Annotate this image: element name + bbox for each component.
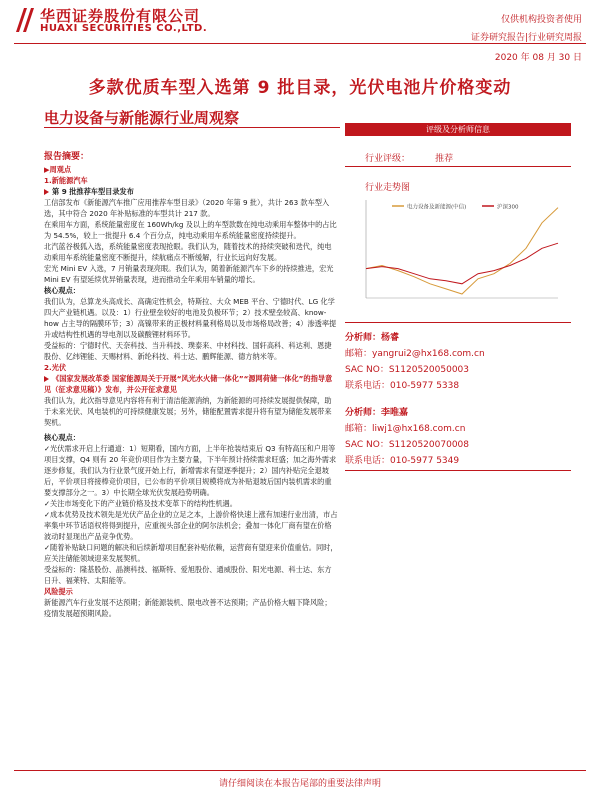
chart-series <box>366 208 558 294</box>
paragraph: 在乘用车方面，系统能量密度在 160Wh/kg 及以上的车型款数在纯电动乘用车整体中的占比为 54.5%，较上一批提升 6.4 个百分点，纯电动乘用车系统能量密度持续提升。 <box>44 220 337 240</box>
report-type: 证券研究报告|行业研究周报 <box>470 33 582 43</box>
analyst-block-1 <box>345 330 571 394</box>
report-date: 2020 年 08 月 30 日 <box>494 53 582 63</box>
rating-label: 行业评级： <box>365 154 411 164</box>
summary-title: 报告摘要： <box>44 152 90 162</box>
bullet-icon <box>44 376 49 382</box>
paragraph: 受益标的：宁德时代、天奈科技、当升科技、璞泰来、中材科技、国轩高科、科达利、恩捷股份、亿纬锂能、天赐材料、新纶科技、科士达、鹏辉能源、德方纳米等。 <box>44 341 332 361</box>
audience-note: 仅供机构投资者使用 <box>500 15 582 25</box>
report-title: 多款优质车型入选第 9 批目录，光伏电池片价格变动 <box>88 78 512 98</box>
company-name-cn: 华西证券股份有限公司 <box>40 7 201 25</box>
paragraph: ✓成本优势及技术领先是光伏产品企业的立足之本，上游价格快速上涨有加速行业出清，市占率集中环节话语权将得到提升，应重视头部企业的阿尔法机会；叠加一体化厂商有望在价格波动时显现出产品竞争优势。 <box>44 510 338 541</box>
industry-trend-chart <box>352 194 564 312</box>
paragraph: 宏光 Mini EV 入选，7 月销量表现亮眼。我们认为，随着新能源汽车下乡的持续推进，宏光 Mini EV 有望延续优异销量表现，进而推动全年乘用车销量的增长。 <box>44 264 334 284</box>
section-heading-view: ▶周观点 <box>44 165 72 174</box>
analyst-2-name: 分析师：李唯嘉 <box>345 408 409 418</box>
analyst-1-name: 分析师：杨睿 <box>345 333 400 343</box>
rating-row <box>345 146 571 165</box>
panel-divider <box>345 322 571 323</box>
rating-value: 推荐 <box>435 154 454 164</box>
bullet-icon <box>44 189 49 195</box>
paragraph: 我们认为，总算龙头高成长、高确定性机会，特斯拉、大众 MEB 平台、宁德时代、LG 化学四大产业链机遇。以及：1）行业壁垒较好的电池及负极环节；2）技术壁垒较高、know-how 占主导的隔膜环节；3）高镍带来的正极材料量利格局以及市场格局改善；4）渗透率提升或结构性机遇的导电剂以及碳酸锂材料环节。 <box>44 297 337 339</box>
series-line-2 <box>366 243 558 284</box>
paragraph: ✓光伏需求开启上行通道：1）短期看，国内方面，上半年抢装结束后 Q3 有特高压和户用等项目支撑，Q4 则有 20 年竞价项目作为主要方量，下半年预计持续需求旺盛；加之海外需求逐步修复，我们认为行业景气度开始上行，新增需求有望逐季提升；2）国内补贴完全退坡后，平价项目将接棒竞价项目，已公布的平价项目规模将成为补贴退坡后国内装机需求的重要支撑部分之一。3）中长期全球光伏发展趋势明确。 <box>44 444 337 497</box>
legend-label: 沪深300 <box>497 204 519 211</box>
risk-title: 风险提示 <box>44 587 73 596</box>
rating-panel-header: 评级及分析师信息 <box>345 123 571 136</box>
core-view-title-2: 核心观点： <box>44 433 80 442</box>
subtitle-underline <box>44 127 340 128</box>
series-line-1 <box>366 208 558 294</box>
section-heading-ev: 1.新能源汽车 <box>44 176 88 185</box>
report-body <box>44 150 338 619</box>
section-heading-pv: 2.光伏 <box>44 363 67 372</box>
analyst-1-sac: SAC NO：S1120520050003 <box>345 365 469 375</box>
paragraph: 受益标的：隆基股份、晶澳科技、福斯特、爱旭股份、通威股份、阳光电源、科士达、东方日升、福莱特、太阳能等。 <box>44 565 332 585</box>
report-subtitle: 电力设备与新能源行业周观察 <box>44 109 240 127</box>
huaxi-logo-icon <box>14 6 36 34</box>
chart-legend <box>392 203 519 211</box>
panel-divider <box>345 470 571 471</box>
analyst-2-phone: 联系电话：010-5977 5349 <box>345 456 460 466</box>
item-heading-1: 第 9 批推荐车型目录发布 <box>44 186 338 197</box>
paragraph: 北汽蓝谷极狐入选，系统能量密度表现抢眼。我们认为，随着技术的持续突破和迭代，纯电动乘用车系统能量密度不断提升，续航痛点不断缓解，行业长远向好发展。 <box>44 242 332 262</box>
analyst-1-phone: 联系电话：010-5977 5338 <box>345 381 460 391</box>
footer-divider <box>14 770 586 771</box>
company-name-en: HUAXI SECURITIES CO.,LTD. <box>40 23 208 34</box>
paragraph: 新能源汽车行业发展不达预期；新能源装机、限电改善不达预期；产品价格大幅下降风险；疫情发展超预期风险。 <box>44 598 332 618</box>
legal-notice: 请仔细阅读在本报告尾部的重要法律声明 <box>218 779 381 789</box>
paragraph: 工信部发布《新能源汽车推广应用推荐车型目录》（2020 年第 9 批），共计 263 款车型入选，其中符合 2020 年补贴标准的车型共计 217 款。 <box>44 198 330 218</box>
legend-label: 电力设备及新能源(中信) <box>407 204 467 211</box>
paragraph: ✓随着补贴缺口问题的解决和后续新增项目配套补贴依赖，运营商有望迎来价值重估。同时，应关注储能领域迎来发展契机。 <box>44 543 338 563</box>
paragraph: ✓关注市场变化下的产业链价格及技术变革下的结构性机遇。 <box>44 499 237 508</box>
panel-divider <box>345 166 571 167</box>
analyst-1-email: 邮箱：yangrui2@hx168.com.cn <box>345 349 485 359</box>
header-divider <box>14 43 586 44</box>
paragraph: 我们认为，此次指导意见内容将有利于清洁能源消纳，为新能源的可持续发展提供保障，助于未来光伏、风电装机的可持续健康发展；另外，储能配置需求提升将有望为储能发展带来契机。 <box>44 396 332 427</box>
item-heading-2: 《国家发展改革委 国家能源局关于开展“风光水火储一体化”“源网荷储一体化”的指导意见（征求意见稿）》发布，并公开征求意见 <box>44 374 333 394</box>
analyst-2-email: 邮箱：liwj1@hx168.com.cn <box>345 424 466 434</box>
trend-chart-label: 行业走势图 <box>365 183 411 193</box>
core-view-title: 核心观点： <box>44 286 80 295</box>
analyst-block-2 <box>345 405 571 469</box>
analyst-2-sac: SAC NO：S1120520070008 <box>345 440 469 450</box>
